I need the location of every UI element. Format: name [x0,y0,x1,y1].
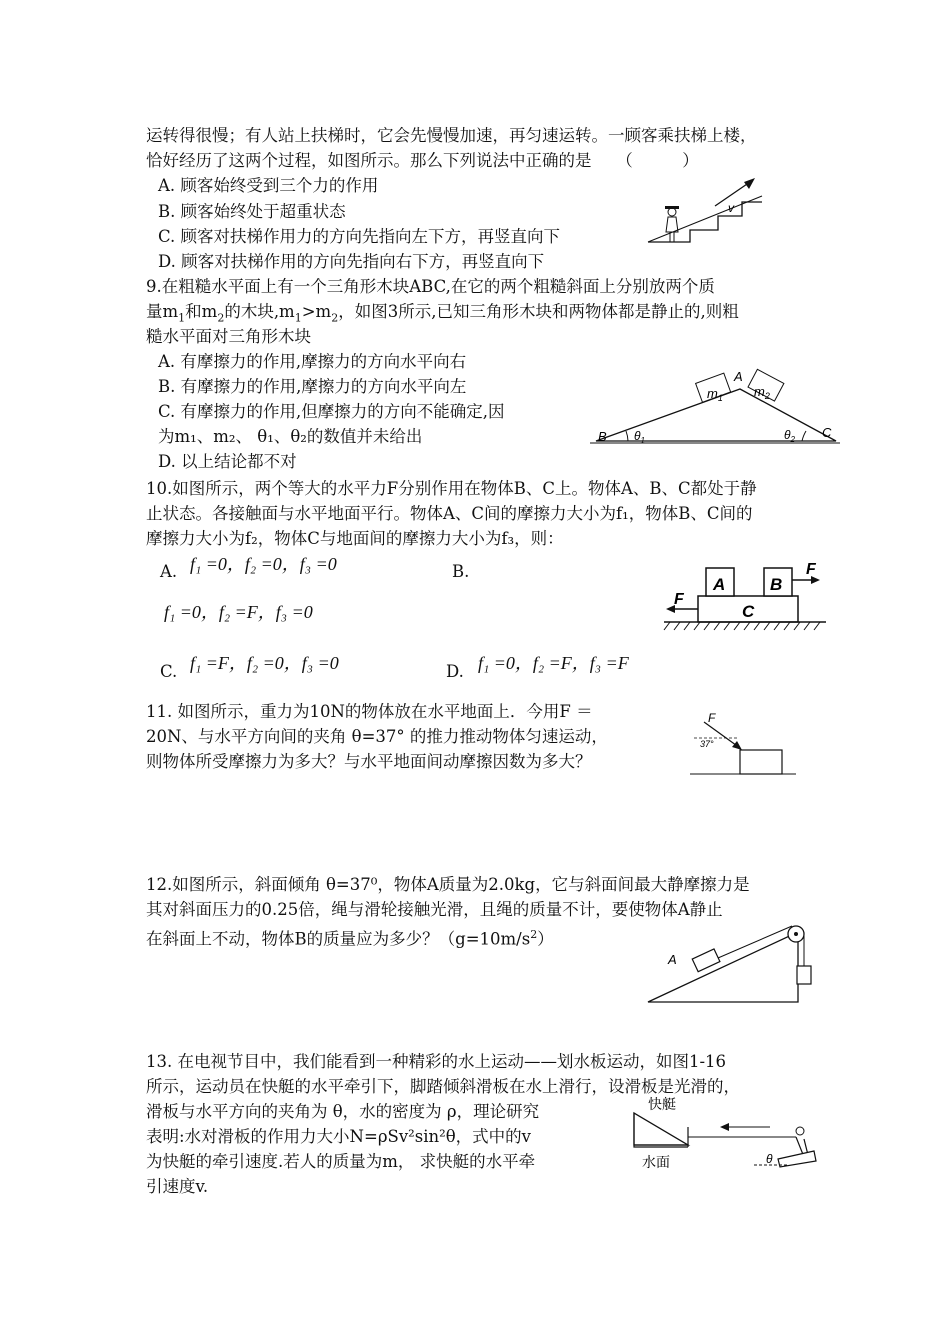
vertex-c-label: C [822,425,832,440]
boat-label: 快艇 [648,1096,676,1112]
q9-option-d: D. 以上结论都不对 [158,452,297,471]
q13-line-5: 为快艇的牵引速度.若人的质量为m， 求快艇的水平牵 [146,1152,536,1171]
q13-line-6: 引速度v. [146,1177,209,1196]
q10-line-1: 10.如图所示，两个等大的水平力F分别作用在物体B、C上。物体A、B、C都处于静 [146,479,757,498]
push-force-figure [690,710,800,778]
vertex-b-label: B [598,429,607,444]
q8-option-b: B. 顾客始终处于超重状态 [158,202,346,221]
theta2-label: $\theta_2$ [784,428,795,444]
q10-line-2: 止状态。各接触面与水平地面平行。物体A、C间的摩擦力大小为f₁，物体B、C间的 [146,504,753,523]
q9-option-a: A. 有摩擦力的作用,摩擦力的方向水平向右 [158,352,467,371]
q8-option-c: C. 顾客对扶梯作用力的方向先指向左下方，再竖直向下 [158,227,561,246]
triangle-block-figure [590,365,845,450]
q10-option-a-label: A. [160,562,178,581]
q10-line-3: 摩擦力大小为f₂，物体C与地面间的摩擦力大小为f₃，则： [146,529,564,548]
water-surface-label: 水面 [642,1154,670,1170]
escalator-v-label: v [728,201,734,215]
push-force-f-label: F [708,711,716,725]
q10-option-c-answer: f₁ =F，f₂ =0，f₃ =0 [190,653,339,673]
blocks-figure [660,560,830,632]
q8-option-d: D. 顾客对扶梯作用的方向先指向右下方，再竖直向下 [158,252,545,271]
label-m2: $m_2$ [754,384,770,401]
q11-line-3: 则物体所受摩擦力为多大？与水平地面间动摩擦因数为多大？ [146,752,592,771]
q11-line-2: 20N、与水平方向间的夹角 θ=37° 的推力推动物体匀速运动， [146,727,608,746]
q9-option-b: B. 有摩擦力的作用,摩擦力的方向水平向左 [158,377,467,396]
force-f-left-label: F [674,591,684,608]
block-b-label: B [770,575,783,594]
q12-line-2: 其对斜面压力的0.25倍，绳与滑轮接触光滑，且绳的质量不计，要使物体A静止 [146,900,723,919]
q13-line-4: 表明:水对滑板的作用力大小N=ρSv²sin²θ，式中的v [146,1127,532,1146]
incline-pulley-figure [640,912,820,1007]
angle-37-label: 37° [700,739,714,749]
water-ski-figure [628,1095,818,1175]
theta-label: θ [766,1152,773,1166]
q9-line-2: 量$m_1$和$m_2$的木块$,m_1>m_2$，如图3所示,已知三角形木块和两物体都是静止的,则粗 [146,302,739,325]
q10-option-c-label: C. [160,662,178,681]
q9-line-3: 糙水平面对三角形木块 [146,327,311,346]
q13-line-2: 所示，运动员在快艇的水平牵引下，脚踏倾斜滑板在水上滑行，设滑板是光滑的， [146,1077,740,1096]
q8-line-2: 恰好经历了这两个过程，如图所示。那么下列说法中正确的是 （ ） [146,151,699,170]
q13-line-1: 13. 在电视节目中，我们能看到一种精彩的水上运动——划水板运动，如图1-16 [146,1052,727,1071]
theta1-label: $\theta_1$ [634,429,645,445]
q10-option-d-answer: f₁ =0，f₂ =F，f₃ =F [478,653,629,673]
q9-option-c-2: 为m₁、m₂、 θ₁、θ₂的数值并未给出 [158,427,423,446]
block-a-label: A [713,575,726,594]
escalator-figure [640,172,770,247]
vertex-a-label: A [734,369,743,384]
q12-line-1: 12.如图所示，斜面倾角 θ=37⁰，物体A质量为2.0kg，它与斜面间最大静摩擦力是 [146,875,750,894]
force-f-right-label: F [806,561,816,578]
block-c-label: C [742,602,755,621]
q13-line-3: 滑板与水平方向的夹角为 θ，水的密度为 ρ，理论研究 [146,1102,540,1121]
q10-option-b-answer: f₁ =0，f₂ =F，f₃ =0 [164,602,313,622]
incline-block-a-label: A [668,952,677,967]
q12-line-3: 在斜面上不动，物体B的质量应为多少？$(g=10m/s^2)$ [146,928,554,949]
q8-option-a: A. 顾客始终受到三个力的作用 [158,176,379,195]
q8-line-1: 运转得很慢；有人站上扶梯时，它会先慢慢加速，再匀速运转。一顾客乘扶梯上楼， [146,126,757,145]
q10-option-a-answer: f₁ =0，f₂ =0，f₃ =0 [190,554,337,574]
q10-option-b-label: B. [452,562,470,581]
q11-line-1: 11. 如图所示，重力为10N的物体放在水平地面上．今用F ＝ [146,702,593,721]
label-m1: $m_1$ [707,386,723,403]
q9-line-1: 9.在粗糙水平面上有一个三角形木块ABC,在它的两个粗糙斜面上分别放两个质 [146,277,715,296]
q9-option-c-1: C. 有摩擦力的作用,但摩擦力的方向不能确定,因 [158,402,505,421]
q10-option-d-label: D. [446,662,464,681]
